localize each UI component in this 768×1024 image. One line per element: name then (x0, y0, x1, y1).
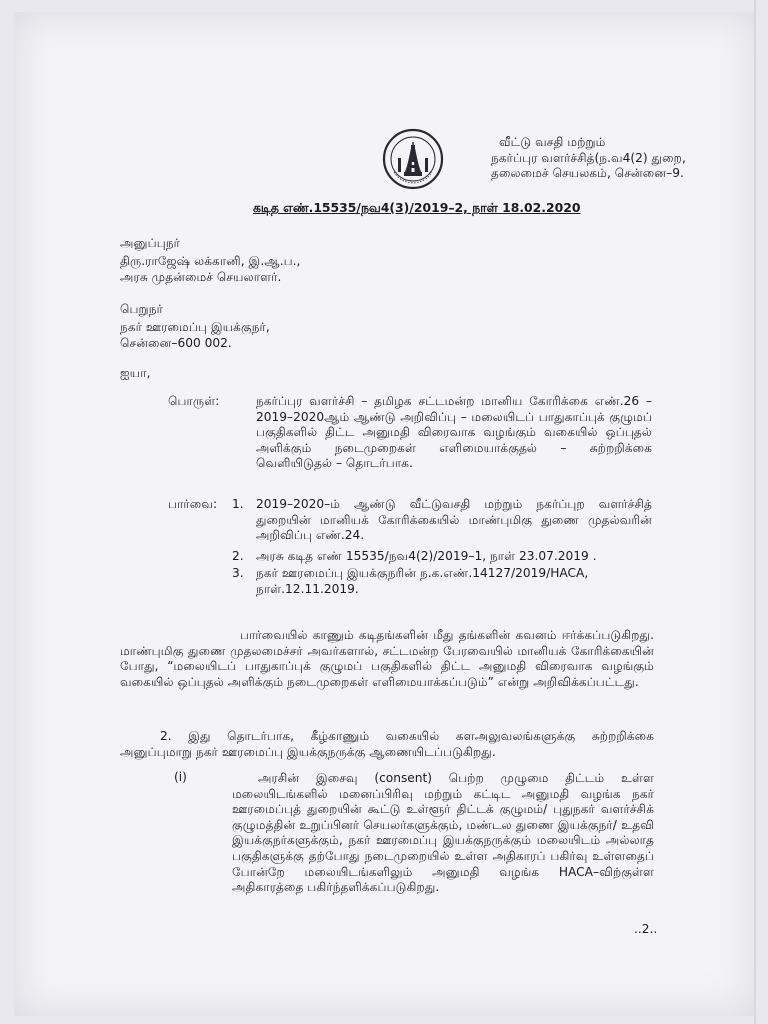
department-header (491, 135, 686, 182)
reference-3-text: நகர் ஊரமைப்பு இயக்குநரின் ந.க.எண்.14127/2019/HACA, நாள்.12.11.2019. (256, 566, 589, 596)
subject-label: பொருள்: (168, 394, 220, 408)
tamil-nadu-emblem-icon (382, 128, 444, 190)
sender-name: திரு.ராஜேஷ் லக்கானி, இ.ஆ.ப., (120, 253, 301, 268)
recipient-line-2: சென்னை–600 002. (120, 336, 232, 350)
body-paragraph-1: பார்வையில் காணும் கடிதங்களின் மீது தங்களின் கவனம் ஈர்க்கப்படுகிறது. மாண்புமிகு துணை முதலமைச்சர் அவர்களால், சட்டமன்ற பேரவையில் மானியக் கோரிக்கையின் போது, “மலையிடப் பாதுகாப்புக் குழுமப் பகுதிகளில் திட்ட அனுமதி விரைவாக வழங்கும் வகையில் ஒப்புதல் அளிக்கும் நடைமுறைகள் எளிமையாக்கப்படும்” என்று அறிவிக்கப்பட்டது. (120, 628, 654, 689)
recipient-line-1: நகர் ஊரமைப்பு இயக்குநர், (120, 319, 270, 334)
dept-line-1: வீட்டு வசதி மற்றும் (499, 135, 606, 149)
dept-line-3: தலைமைச் செயலகம், சென்னை–9. (491, 166, 684, 180)
sender-label: அனுப்புநர் (120, 236, 181, 250)
subject-text: நகர்ப்புர வளர்ச்சி – தமிழக சட்டமன்ற மானிய கோரிக்கை எண்.26 – 2019–2020ஆம் ஆண்டு அறிவிப்பு – மலையிடப் பாதுகாப்புக் குழுமப் பகுதிகளில் திட்ட அனுமதி விரைவாக வழங்கும் வகையில் ஒப்புதல் அளிக்கும் நடைமுறைகள் எளிமையாக்குதல் – சுற்றறிக்கை வெளியிடுதல் – தொடர்பாக. (256, 394, 652, 471)
letter-reference: கடித எண்.15535/நவ4(3)/2019–2, நாள் 18.02.2020 (253, 200, 581, 215)
item-i-text: அரசின் இசைவு (consent) பெற்ற முழுமை திட்டம் உள்ள மலையிடங்களில் மனைப்பிரிவு மற்றும் கட்டிட அனுமதி வழங்க நகர் ஊரமைப்புத் துறையின் கூட்டு உள்ளூர் திட்டக் குழுமம்/ புதுநகர் வளர்ச்சிக் குழுமத்தின் உறுப்பினர் செயலர்களுக்கும், மண்டல துணை இயக்குநர்/ உதவி இயக்குநர்களுக்கும், நகர் ஊரமைப்பு இயக்குநருக்கும் மலையிடம் அல்லாத பகுதிகளுக்கு தற்போது நடைமுறையில் உள்ள அதிகாரப் பகிர்வு உள்ளதைப் போன்றே மலையிடங்களிலும் அனுமதி வழங்க HACA–விற்குள்ள அதிகாரத்தை பகிர்ந்தளிக்கப்படுகிறது. (232, 771, 654, 895)
reference-2-number: 2. (232, 549, 244, 563)
item-i-number: (i) (174, 770, 187, 784)
reference-3-number: 3. (232, 566, 244, 580)
recipient-label: பெறுநர் (120, 302, 163, 316)
body-paragraph-2: 2. இது தொடர்பாக, கீழ்காணும் வகையில் களஅலுவலங்களுக்கு சுற்றறிக்கை அனுப்புமாறு நகர் ஊரமைப்பு இயக்குநருக்கு ஆணையிடப்படுகிறது. (120, 729, 654, 759)
recipient-block (120, 302, 270, 352)
page-marker: ..2.. (634, 922, 658, 936)
reference-2-text: அரசு கடித எண் 15535/நவ4(2)/2019–1, நாள் 23.07.2019 . (256, 549, 597, 563)
sender-designation: அரசு முதன்மைச் செயலாளர். (120, 270, 282, 284)
sender-block (120, 236, 300, 286)
reference-1-number: 1. (232, 497, 244, 511)
salutation: ஐயா, (120, 366, 151, 380)
references-label: பார்வை: (168, 497, 218, 511)
dept-line-2: நகர்ப்புர வளர்ச்சித்(ந.வ4(2) துறை, (491, 150, 686, 165)
reference-1-text: 2019–2020–ம் ஆண்டு வீட்டுவசதி மற்றும் நகர்ப்புற வளர்ச்சித் துறையின் மானியக் கோரிக்கையில் மாண்புமிகு துணை முதல்வரின் அறிவிப்பு எண்.24. (256, 497, 652, 543)
